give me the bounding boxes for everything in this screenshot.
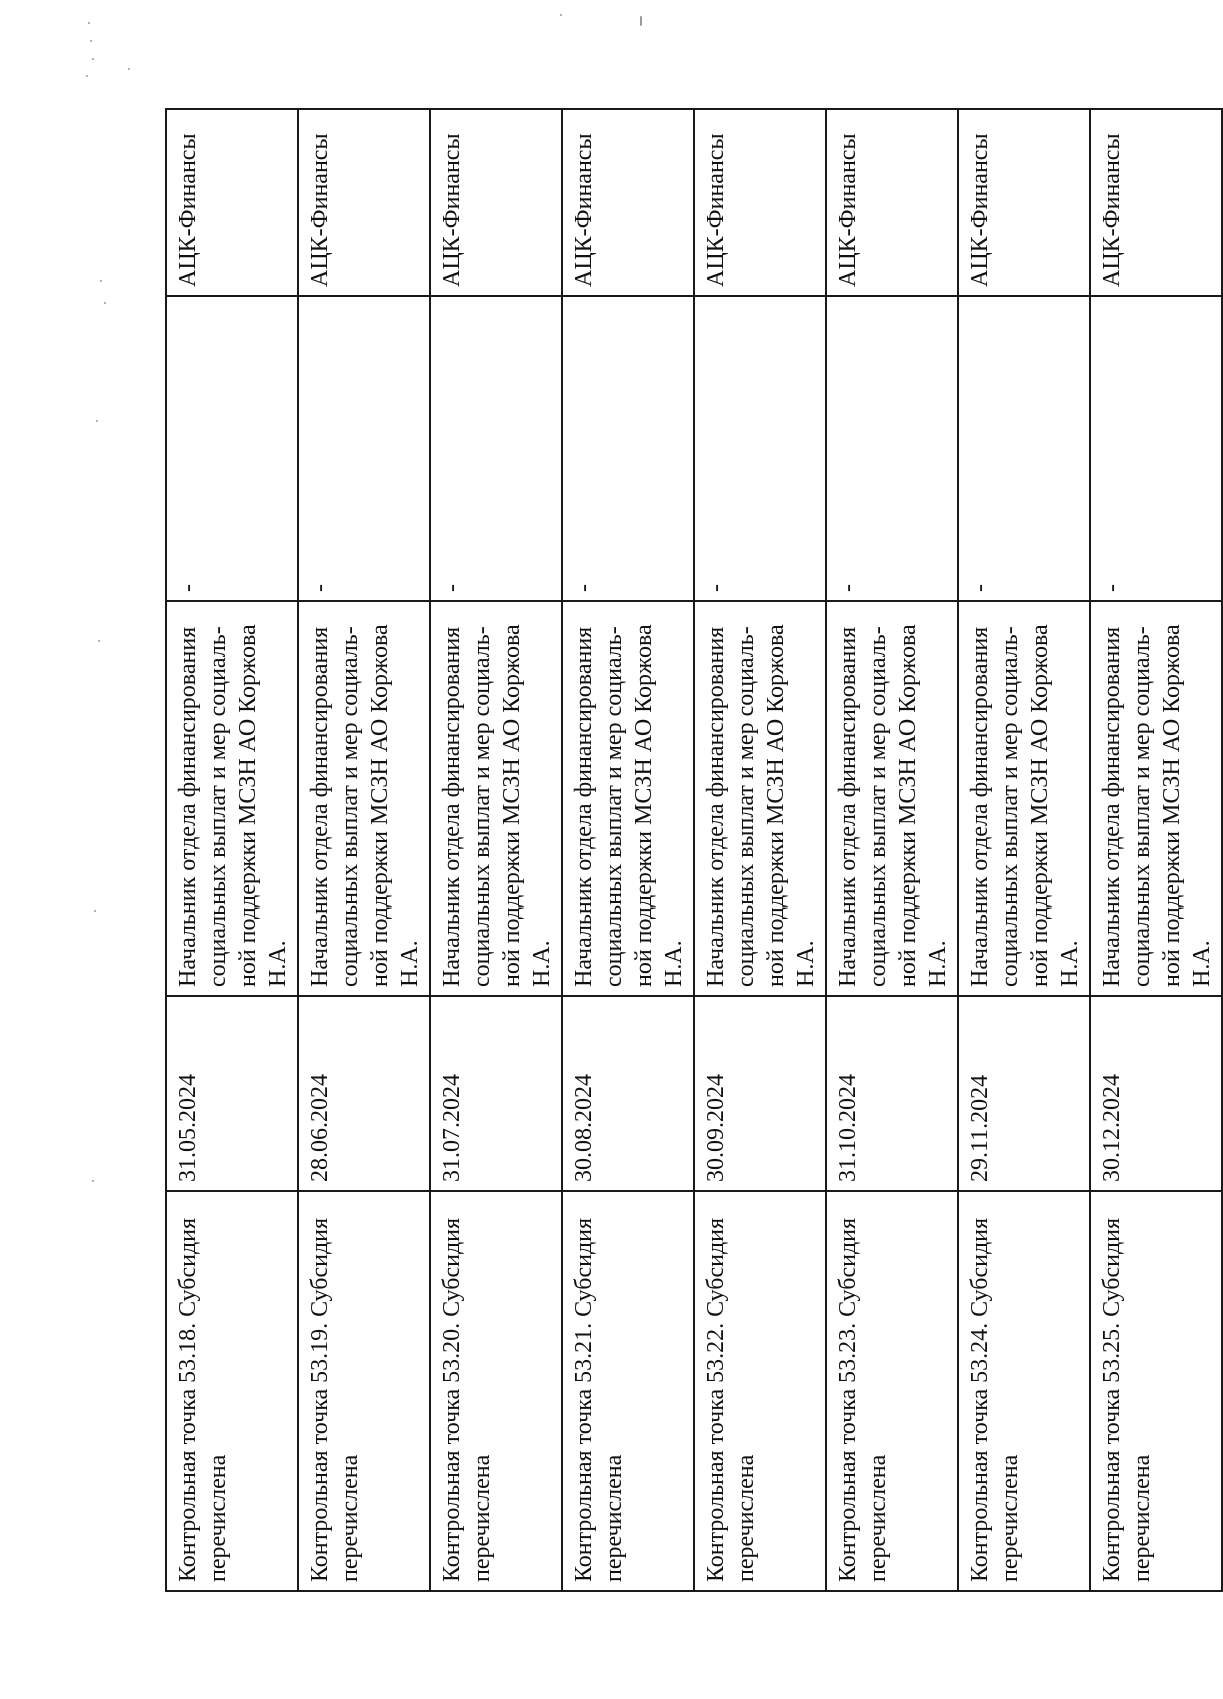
- table-row: [958, 109, 1090, 1591]
- control-point-name-cell: Контрольная точка 53.19. Субсидия перечислена: [298, 1191, 430, 1591]
- control-point-name-cell: Контрольная точка 53.25. Субсидия перечислена: [1090, 1191, 1222, 1591]
- control-point-name-cell: Контрольная точка 53.20. Субсидия перечислена: [430, 1191, 562, 1591]
- scan-speck: [92, 1180, 94, 1182]
- dash-cell: -: [562, 296, 694, 601]
- system-cell: АЦК-Финансы: [694, 109, 826, 296]
- scan-speck: [88, 22, 90, 24]
- dash-cell: -: [298, 296, 430, 601]
- responsible-cell: Начальник отдела финансирования социальных выплат и мер социаль- ной поддержки МСЗН АО Коржова Н.А.: [562, 601, 694, 996]
- responsible-cell: Начальник отдела финансирования социальных выплат и мер социаль- ной поддержки МСЗН АО Коржова Н.А.: [958, 601, 1090, 996]
- control-point-name-cell: Контрольная точка 53.23. Субсидия перечислена: [826, 1191, 958, 1591]
- scan-speck: [96, 420, 98, 422]
- scan-speck: [94, 910, 96, 912]
- dash-cell: -: [1090, 296, 1222, 601]
- table-row: [694, 109, 826, 1591]
- table-row: [1090, 109, 1222, 1591]
- table-row: [562, 109, 694, 1591]
- responsible-cell: Начальник отдела финансирования социальных выплат и мер социаль- ной поддержки МСЗН АО Коржова Н.А.: [694, 601, 826, 996]
- system-cell: АЦК-Финансы: [958, 109, 1090, 296]
- dash-cell: -: [166, 296, 298, 601]
- scan-speck: [98, 640, 100, 642]
- system-cell: АЦК-Финансы: [298, 109, 430, 296]
- responsible-cell: Начальник отдела финансирования социальных выплат и мер социаль- ной поддержки МСЗН АО Коржова Н.А.: [826, 601, 958, 996]
- responsible-cell: Начальник отдела финансирования социальных выплат и мер социаль- ной поддержки МСЗН АО Коржова Н.А.: [430, 601, 562, 996]
- system-cell: АЦК-Финансы: [826, 109, 958, 296]
- table-row: [826, 109, 958, 1591]
- responsible-cell: Начальник отдела финансирования социальных выплат и мер социаль- ной поддержки МСЗН АО Коржова Н.А.: [298, 601, 430, 996]
- date-cell: 28.06.2024: [298, 996, 430, 1191]
- dash-cell: -: [430, 296, 562, 601]
- scan-speck: [86, 75, 88, 77]
- scan-speck: [128, 68, 130, 70]
- scan-speck: [104, 302, 106, 304]
- dash-cell: -: [958, 296, 1090, 601]
- scan-speck: [90, 40, 92, 42]
- scan-speck: [640, 16, 642, 26]
- control-point-name-cell: Контрольная точка 53.24. Субсидия перечислена: [958, 1191, 1090, 1591]
- responsible-cell: Начальник отдела финансирования социальных выплат и мер социаль- ной поддержки МСЗН АО Коржова Н.А.: [1090, 601, 1222, 996]
- table-row: [166, 109, 298, 1591]
- system-cell: АЦК-Финансы: [562, 109, 694, 296]
- date-cell: 30.08.2024: [562, 996, 694, 1191]
- table-row: [430, 109, 562, 1591]
- scan-speck: [92, 58, 94, 60]
- landscape-sheet: [165, 110, 1215, 1592]
- control-points-table: [165, 108, 1223, 1592]
- dash-cell: -: [826, 296, 958, 601]
- date-cell: 29.11.2024: [958, 996, 1090, 1191]
- system-cell: АЦК-Финансы: [430, 109, 562, 296]
- date-cell: 30.09.2024: [694, 996, 826, 1191]
- dash-cell: -: [694, 296, 826, 601]
- date-cell: 31.07.2024: [430, 996, 562, 1191]
- control-point-name-cell: Контрольная точка 53.22. Субсидия перечислена: [694, 1191, 826, 1591]
- date-cell: 31.05.2024: [166, 996, 298, 1191]
- scan-speck: [100, 280, 102, 282]
- table-row: [298, 109, 430, 1591]
- control-point-name-cell: Контрольная точка 53.18. Субсидия перечислена: [166, 1191, 298, 1591]
- scan-speck: [560, 14, 562, 16]
- date-cell: 31.10.2024: [826, 996, 958, 1191]
- control-point-name-cell: Контрольная точка 53.21. Субсидия перечислена: [562, 1191, 694, 1591]
- rotated-table-area: [165, 110, 1215, 1592]
- system-cell: АЦК-Финансы: [1090, 109, 1222, 296]
- system-cell: АЦК-Финансы: [166, 109, 298, 296]
- date-cell: 30.12.2024: [1090, 996, 1222, 1191]
- responsible-cell: Начальник отдела финансирования социальных выплат и мер социаль- ной поддержки МСЗН АО Коржова Н.А.: [166, 601, 298, 996]
